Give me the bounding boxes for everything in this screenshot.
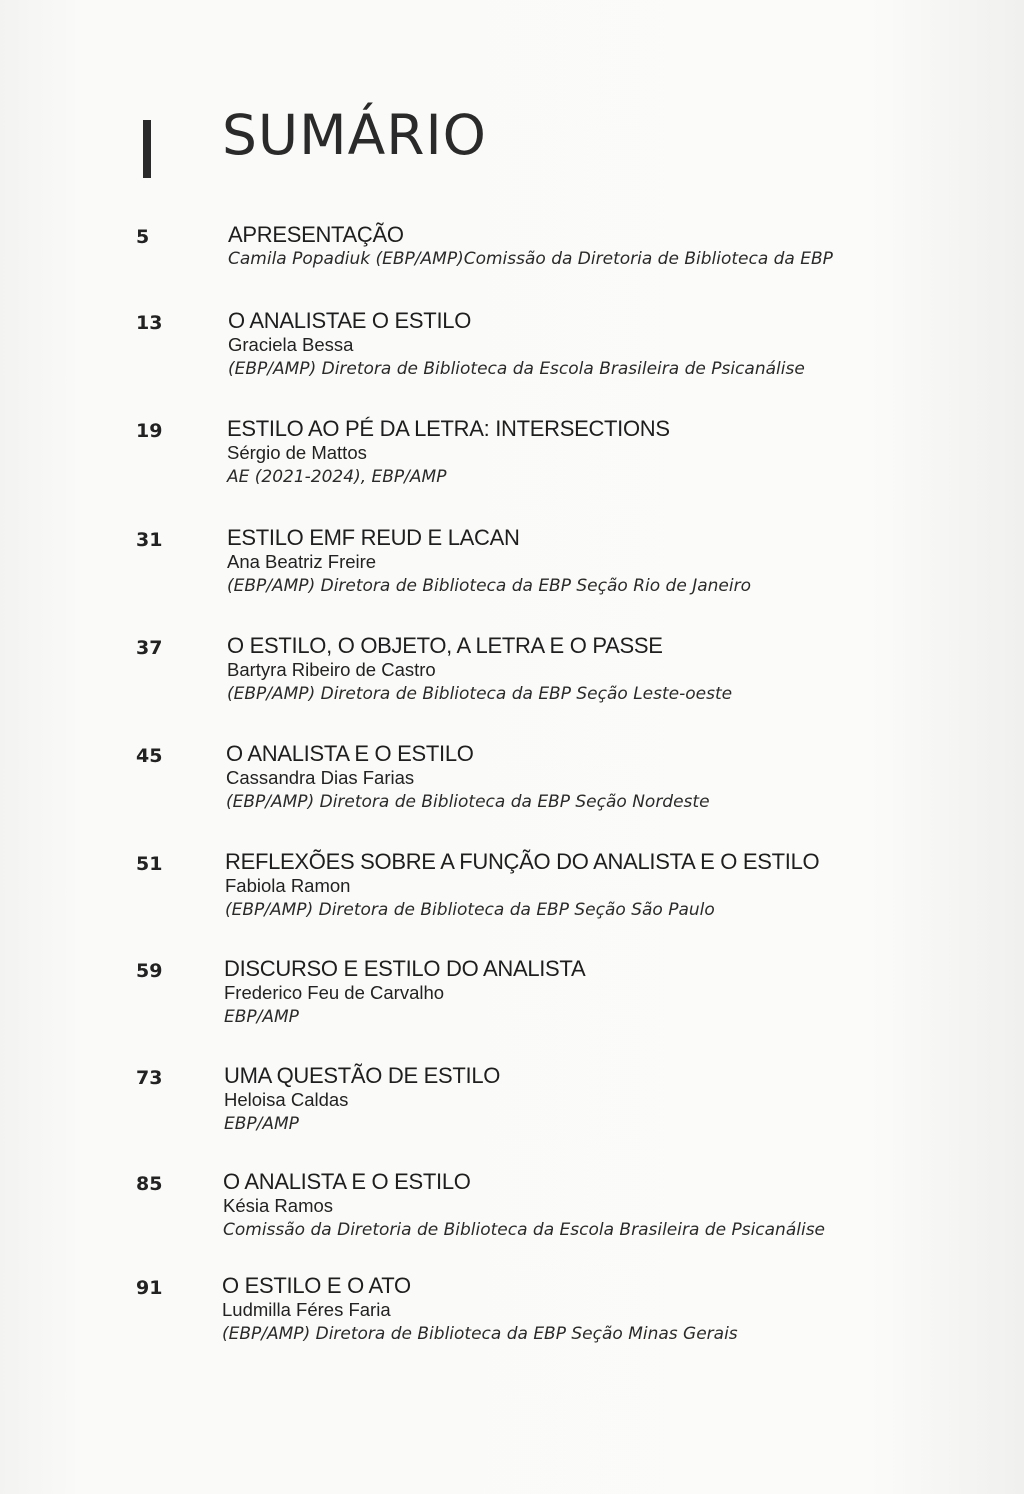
toc-entry-affiliation: AE (2021-2024), EBP/AMP (227, 467, 447, 487)
toc-entry-affiliation: Comissão da Diretoria de Biblioteca da Escola Brasileira de Psicanálise (223, 1220, 826, 1240)
toc-entry-affiliation: EBP/AMP (224, 1007, 299, 1027)
title-accent-bar (143, 120, 151, 178)
toc-entry-title: ESTILO EMF REUD E LACAN (227, 525, 520, 550)
toc-entry-affiliation: (EBP/AMP) Diretora de Biblioteca da EBP Seção Rio de Janeiro (227, 576, 751, 596)
toc-page-number: 73 (136, 1067, 163, 1089)
toc-page-number: 5 (136, 226, 150, 248)
toc-page-number: 45 (136, 745, 163, 767)
toc-entry-affiliation: (EBP/AMP) Diretora de Biblioteca da EBP Seção São Paulo (225, 900, 715, 920)
toc-entry-author: Késia Ramos (223, 1195, 334, 1216)
toc-entry-author: Frederico Feu de Carvalho (224, 982, 445, 1003)
toc-entry-title: O ESTILO, O OBJETO, A LETRA E O PASSE (227, 633, 663, 658)
toc-entry-affiliation: Camila Popadiuk (EBP/AMP)Comissão da Diretoria de Biblioteca da EBP (228, 249, 833, 269)
toc-entry-affiliation: EBP/AMP (224, 1114, 299, 1134)
toc-entry-author: Heloisa Caldas (224, 1089, 349, 1110)
toc-entry-author: Sérgio de Mattos (227, 442, 367, 463)
toc-page-number: 59 (136, 960, 163, 982)
toc-entry-author: Cassandra Dias Farias (226, 767, 415, 788)
toc-page-number: 19 (136, 420, 163, 442)
toc-entry-author: Ludmilla Féres Faria (222, 1299, 391, 1320)
toc-entry-author: Bartyra Ribeiro de Castro (227, 659, 436, 680)
toc-entry-title: O ANALISTA E O ESTILO (223, 1169, 471, 1194)
toc-entry-title: O ANALISTA E O ESTILO (226, 741, 474, 766)
toc-entry-affiliation: (EBP/AMP) Diretora de Biblioteca da Escola Brasileira de Psicanálise (228, 359, 805, 379)
toc-entry-affiliation: (EBP/AMP) Diretora de Biblioteca da EBP Seção Leste-oeste (227, 684, 733, 704)
toc-entry-author: Fabiola Ramon (225, 875, 351, 896)
toc-page-number: 37 (136, 637, 163, 659)
toc-entry-author: Graciela Bessa (228, 334, 354, 355)
toc-entry-author: Ana Beatriz Freire (227, 551, 377, 572)
toc-entry-title: O ANALISTAE O ESTILO (228, 308, 472, 333)
toc-entry-affiliation: (EBP/AMP) Diretora de Biblioteca da EBP Seção Minas Gerais (222, 1324, 738, 1344)
toc-entry-title: REFLEXÕES SOBRE A FUNÇÃO DO ANALISTA E O ESTILO (225, 849, 820, 874)
toc-page-number: 85 (136, 1173, 163, 1195)
toc-entry-title: ESTILO AO PÉ DA LETRA: INTERSECTIONS (227, 416, 670, 441)
toc-entry-title: DISCURSO E ESTILO DO ANALISTA (224, 956, 586, 981)
page-title: SUMÁRIO (222, 103, 487, 167)
toc-page-number: 31 (136, 529, 163, 551)
toc-page-number: 13 (136, 312, 163, 334)
toc-entry-title: APRESENTAÇÃO (228, 222, 404, 247)
toc-page-number: 51 (136, 853, 163, 875)
toc-entry-title: O ESTILO E O ATO (222, 1273, 411, 1298)
toc-page-number: 91 (136, 1277, 163, 1299)
toc-entry-title: UMA QUESTÃO DE ESTILO (224, 1063, 501, 1088)
toc-entry-affiliation: (EBP/AMP) Diretora de Biblioteca da EBP Seção Nordeste (226, 792, 710, 812)
